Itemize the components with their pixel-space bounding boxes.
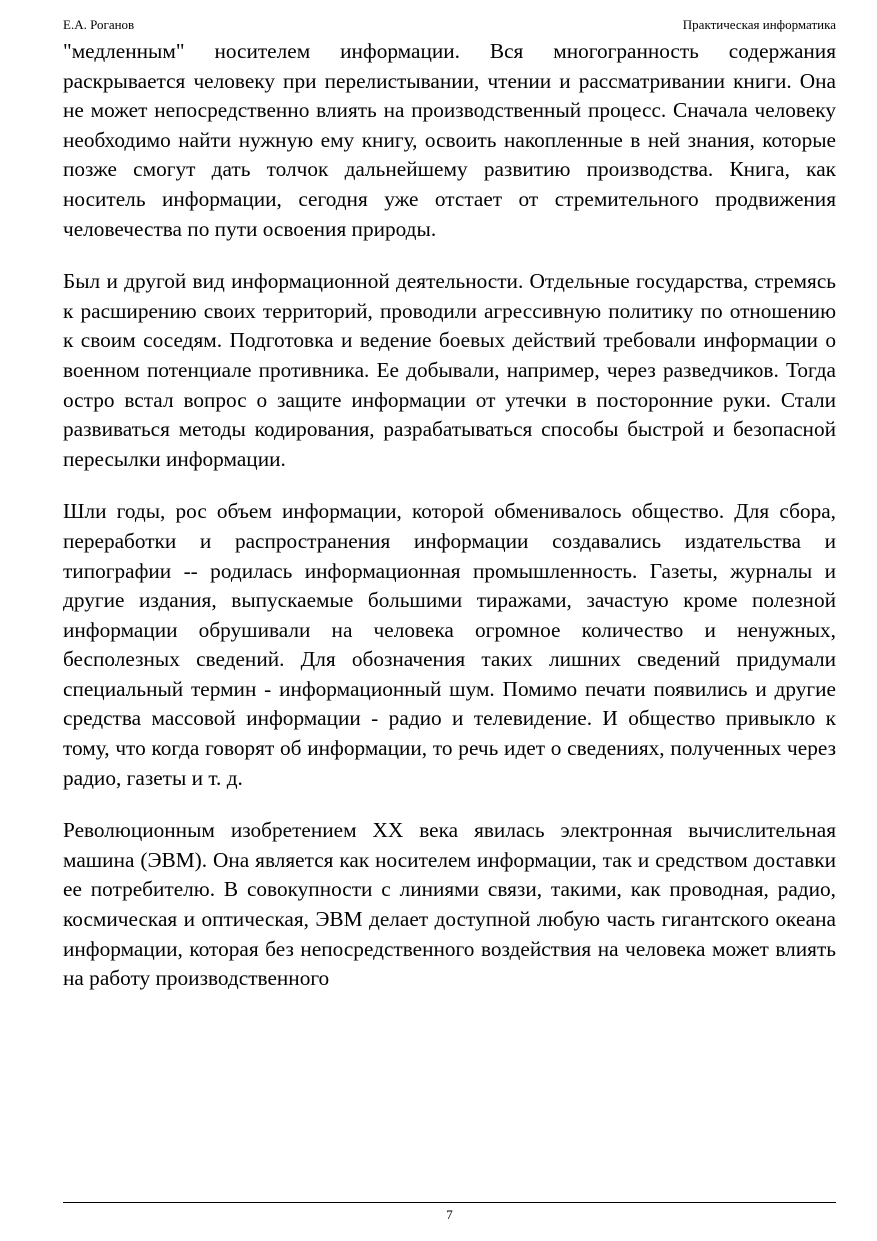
paragraph: Революционным изобретением XX века явилась электронная вычислительная машина (ЭВМ). Она является как носителем информации, так и средством доставки ее потребителю. В совокупности с линиями связи, такими, как проводная, радио, космическая и оптическая, ЭВМ делает доступной любую часть гигантского океана информации, которая без непосредственного воздействия на человека может влиять на работу производственного	[63, 818, 836, 991]
header-title: Практическая информатика	[682, 17, 836, 32]
paragraph: Шли годы, рос объем информации, которой обменивалось общество. Для сбора, переработки и распространения информации создавались издательства и типографии -- родилась информационная промышленность. Газеты, журналы и другие издания, выпускаемые большими тиражами, зачастую кроме полезной информации обрушивали на человека огромное количество и ненужных, бесполезных сведений. Для обозначения таких лишних сведений придумали специальный термин - информационный шум. Помимо печати появились и другие средства массовой информации - радио и телевидение. И общество привыкло к тому, что когда говорят об информации, то речь идет о сведениях, полученных через радио, газеты и т. д.	[63, 499, 836, 790]
page-header	[63, 15, 836, 35]
paragraph: "медленным" носителем информации. Вся многогранность содержания раскрывается человеку при перелистывании, чтении и рассматривании книги. Она не может непосредственно влиять на производственный процесс. Сначала человеку необходимо найти нужную ему книгу, освоить накопленные в ней знания, которые позже смогут дать толчок дальнейшему развитию производства. Книга, как носитель информации, сегодня уже отстает от стремительного продвижения человечества по пути освоения природы.	[63, 39, 836, 241]
header-author: Е.А. Роганов	[63, 17, 135, 32]
page-body	[63, 37, 836, 994]
paragraph: Был и другой вид информационной деятельности. Отдельные государства, стремясь к расширению своих территорий, проводили агрессивную политику по отношению к своим соседям. Подготовка и ведение боевых действий требовали информации о военном потенциале противника. Ее добывали, например, через разведчиков. Тогда остро встал вопрос о защите информации от утечки в посторонние руки. Стали развиваться методы кодирования, разрабатываться способы быстрой и безопасной пересылки информации.	[63, 269, 836, 471]
page-number: 7	[446, 1207, 453, 1222]
footer-divider	[63, 1202, 836, 1203]
